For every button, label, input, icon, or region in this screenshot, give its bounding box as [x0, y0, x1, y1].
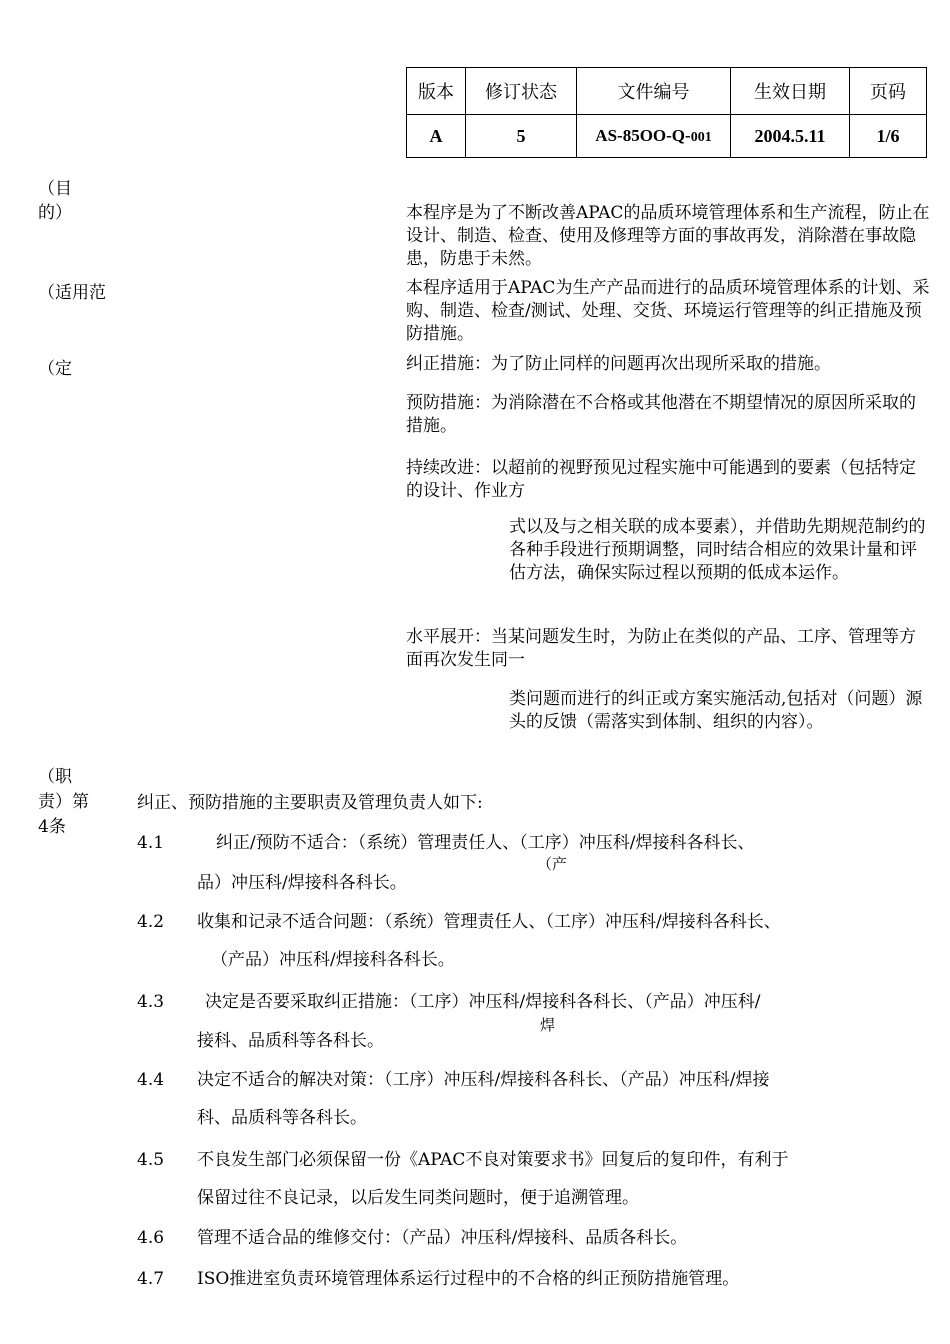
- duty-text-line1: 不良发生部门必须保留一份《APAC不良对策要求书》回复后的复印件，有利于: [197, 1150, 789, 1170]
- definition-horizontal-line2: 类问题而进行的纠正或方案实施活动,包括对（问题）源头的反馈（需落实到体制、组织的内容）。: [509, 689, 923, 732]
- header-revision-status: 修订状态: [466, 68, 577, 115]
- duty-text-line2: 接科、品质科等各科长。: [197, 1031, 384, 1051]
- side-label-purpose: （目 的）: [38, 179, 72, 223]
- value-version: A: [407, 115, 466, 158]
- value-effective-date: 2004.5.11: [731, 115, 850, 158]
- definition-horizontal-line1: 水平展开：当某问题发生时，为防止在类似的产品、工序、管理等方面再次发生同一: [406, 627, 916, 670]
- duty-number: 4.6: [137, 1228, 165, 1248]
- definition-continuous-line2: 式以及与之相关联的成本要素），并借助先期规范制约的各种手段进行预期调整，同时结合相应的效果计量和评估方法，确保实际过程以预期的低成本运作。: [509, 517, 926, 583]
- header-page: 页码: [850, 68, 927, 115]
- definition-continuous-line1: 持续改进：以超前的视野预见过程实施中可能遇到的要素（包括特定的设计、作业方: [406, 458, 916, 501]
- value-page: 1/6: [850, 115, 927, 158]
- duty-number: 4.2: [137, 912, 165, 932]
- definition-preventive: 预防措施：为消除潜在不合格或其他潜在不期望情况的原因所采取的措施。: [406, 393, 916, 436]
- duty-text-line1: 管理不适合品的维修交付：（产品）冲压科/焊接科、品质各科长。: [197, 1228, 688, 1248]
- header-effective-date: 生效日期: [731, 68, 850, 115]
- side-label-definition: （定: [38, 359, 72, 379]
- document-number-suffix: 001: [690, 130, 712, 145]
- duty-text-line1: 收集和记录不适合问题：（系统）管理责任人、（工序）冲压科/焊接科各科长、: [197, 912, 781, 932]
- duty-text-line1: ISO推进室负责环境管理体系运行过程中的不合格的纠正预防措施管理。: [197, 1269, 740, 1289]
- duty-text-line2: 保留过往不良记录，以后发生同类问题时，便于追溯管理。: [197, 1188, 639, 1208]
- header-document-number: 文件编号: [577, 68, 731, 115]
- duty-number: 4.1: [137, 833, 165, 853]
- duty-text-line2: 品）冲压科/焊接科各科长。: [197, 873, 407, 893]
- document-header-table: [406, 67, 927, 158]
- duty-text-line2: （产品）冲压科/焊接科各科长。: [211, 950, 455, 970]
- duty-text-line1: 决定是否要采取纠正措施：（工序）冲压科/焊接科各科长、（产品）冲压科/: [205, 992, 761, 1012]
- duty-number: 4.7: [137, 1269, 165, 1289]
- duty-intro: 纠正、预防措施的主要职责及管理负责人如下:: [137, 793, 483, 813]
- scope-paragraph: 本程序适用于APAC为生产产品而进行的品质环境管理体系的计划、采购、制造、检查/测试、处理、交货、环境运行管理等的纠正措施及预防措施。: [406, 278, 930, 344]
- value-revision-status: 5: [466, 115, 577, 158]
- purpose-paragraph: 本程序是为了不断改善APAC的品质环境管理体系和生产流程，防止在设计、制造、检查、使用及修理等方面的事故再发，消除潜在事故隐患，防患于未然。: [406, 203, 930, 269]
- duty-text-line1: 纠正/预防不适合：（系统）管理责任人、（工序）冲压科/焊接科各科长、: [216, 833, 755, 853]
- duty-overlap-note: 焊: [540, 1016, 556, 1034]
- duty-number: 4.4: [137, 1070, 165, 1090]
- duty-text-line1: 决定不适合的解决对策：（工序）冲压科/焊接科各科长、（产品）冲压科/焊接: [197, 1070, 770, 1090]
- header-version: 版本: [407, 68, 466, 115]
- duty-overlap-note: （产: [537, 855, 568, 873]
- definition-corrective: 纠正措施：为了防止同样的问题再次出现所采取的措施。: [406, 354, 831, 374]
- value-document-number: [577, 115, 731, 158]
- duty-text-line2: 科、品质科等各科长。: [197, 1108, 367, 1128]
- side-label-scope: （适用范: [38, 283, 106, 303]
- side-label-duty: （职 责）第 4条: [38, 767, 89, 837]
- duty-number: 4.5: [137, 1150, 165, 1170]
- duty-number: 4.3: [137, 992, 165, 1012]
- document-number-main: AS-85OO-Q-: [595, 126, 691, 145]
